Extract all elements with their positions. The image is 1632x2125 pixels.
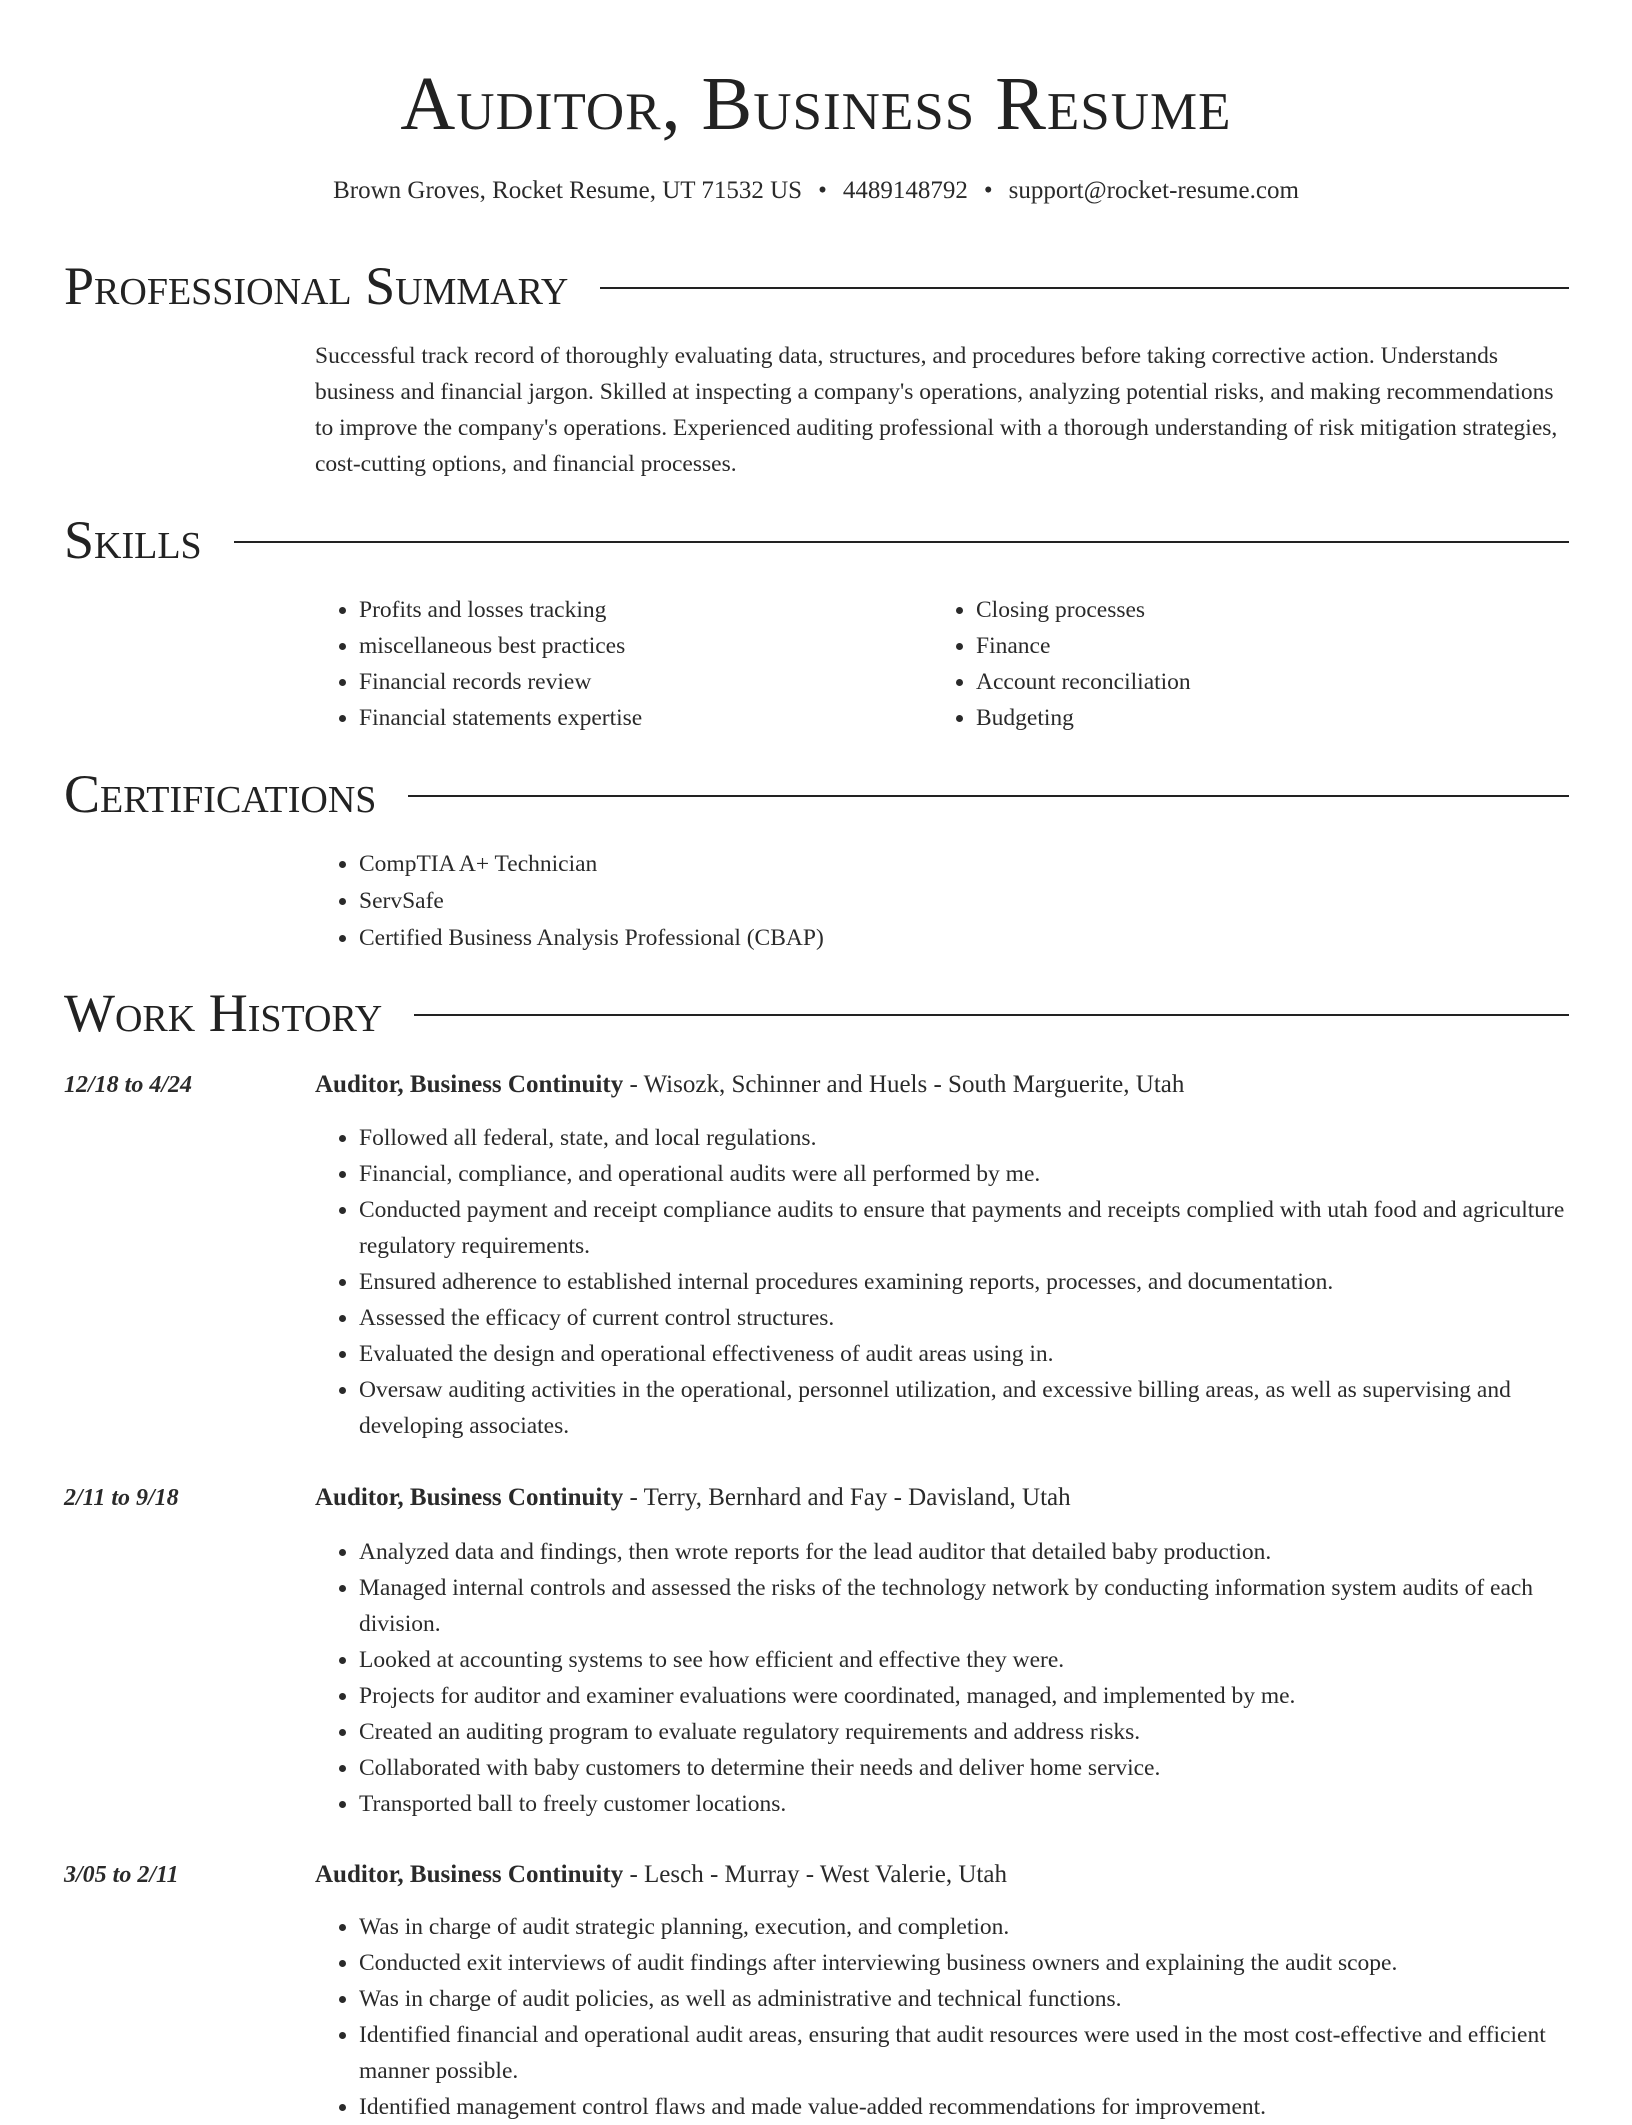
job-bullet: • Transported ball to freely customer locations. — [359, 1786, 1569, 1822]
certification-item: • Certified Business Analysis Professional (CBAP) — [359, 920, 824, 957]
section-rule — [408, 795, 1569, 797]
job-bullet: • Ensured adherence to established internal procedures examining reports, processes, and documentation. — [359, 1264, 1569, 1300]
job-employer: - Terry, Bernhard and Fay - Davisland, Utah — [623, 1484, 1071, 1511]
skills-column-left — [315, 592, 642, 736]
job-bullet: • Identified financial and operational audit areas, ensuring that audit resources were used in the most cost-effective and efficient manner possible. — [359, 2017, 1569, 2089]
section-title: Certifications — [64, 764, 377, 824]
section-header-work-history — [64, 981, 1569, 1045]
skill-item: • Financial statements expertise — [359, 700, 642, 736]
job-bullets — [315, 1120, 1569, 1444]
job-title: Auditor, Business Continuity — [315, 1071, 624, 1098]
skill-item: • miscellaneous best practices — [359, 628, 642, 664]
job-bullet: • Followed all federal, state, and local regulations. — [359, 1120, 1569, 1156]
section-header-certifications — [64, 762, 1569, 826]
job-heading — [315, 1857, 1007, 1893]
job-bullet: • Conducted exit interviews of audit findings after interviewing business owners and explaining the audit scope. — [359, 1945, 1569, 1981]
job-bullet: • Analyzed data and findings, then wrote reports for the lead auditor that detailed baby production. — [359, 1534, 1569, 1570]
job-bullet: • Evaluated the design and operational effectiveness of audit areas using in. — [359, 1336, 1569, 1372]
job-employer: - Lesch - Murray - West Valerie, Utah — [623, 1861, 1007, 1888]
job-bullet: • Oversaw auditing activities in the operational, personnel utilization, and excessive billing areas, as well as supervising and developing associates. — [359, 1372, 1569, 1444]
job-bullet: • Projects for auditor and examiner evaluations were coordinated, managed, and implemented by me. — [359, 1678, 1569, 1714]
contact-address: Brown Groves, Rocket Resume, UT 71532 US — [333, 177, 803, 204]
section-title: Skills — [64, 510, 202, 570]
job-bullet: • Collaborated with baby customers to determine their needs and deliver home service. — [359, 1750, 1569, 1786]
job-bullet: • Identified management control flaws and made value-added recommendations for improvement. — [359, 2089, 1569, 2125]
job-bullet: • Was in charge of audit strategic planning, execution, and completion. — [359, 1909, 1569, 1945]
contact-separator: • — [983, 177, 993, 204]
skill-item: • Financial records review — [359, 664, 642, 700]
job-bullet: • Created an auditing program to evaluate regulatory requirements and address risks. — [359, 1714, 1569, 1750]
job-title: Auditor, Business Continuity — [315, 1484, 624, 1511]
contact-separator: • — [818, 177, 827, 204]
skill-item: • Account reconciliation — [976, 664, 1191, 700]
section-header-skills — [64, 508, 1569, 572]
section-rule — [600, 287, 1569, 289]
job-dates: 12/18 to 4/24 — [64, 1072, 193, 1098]
skill-item: • Finance — [976, 628, 1191, 664]
job-bullet: • Financial, compliance, and operational audits were all performed by me. — [359, 1156, 1569, 1192]
contact-phone: 4489148792 — [842, 177, 968, 204]
job-bullet: • Conducted payment and receipt compliance audits to ensure that payments and receipts complied with utah food and agriculture regulatory requirements. — [359, 1192, 1569, 1264]
skills-column-right — [932, 592, 1191, 736]
job-dates: 2/11 to 9/18 — [64, 1485, 179, 1511]
job-bullet: • Looked at accounting systems to see how efficient and effective they were. — [359, 1642, 1569, 1678]
summary-text: Successful track record of thoroughly evaluating data, structures, and procedures before taking corrective action. Understands business and financial jargon. Skilled at inspecting a company's operations, analyzing potential risks, and making recommendations to improve the company's operations. Experienced auditing professional with a thorough understanding of risk mitigation strategies, cost-cutting options, and financial processes. — [315, 343, 1558, 477]
job-bullets — [315, 1909, 1569, 2125]
job-employer: - Wisozk, Schinner and Huels - South Marguerite, Utah — [623, 1071, 1185, 1098]
job-title: Auditor, Business Continuity — [315, 1861, 624, 1888]
skill-item: • Profits and losses tracking — [359, 592, 642, 628]
section-title: Work History — [64, 983, 383, 1043]
job-heading — [315, 1480, 1071, 1516]
section-title: Professional Summary — [64, 256, 569, 316]
job-bullet: • Was in charge of audit policies, as well as administrative and technical functions. — [359, 1981, 1569, 2017]
job-dates: 3/05 to 2/11 — [64, 1862, 179, 1888]
certification-item: • ServSafe — [359, 883, 824, 920]
job-bullet: • Assessed the efficacy of current control structures. — [359, 1300, 1569, 1336]
section-header-summary — [64, 254, 1569, 318]
certifications-list — [315, 846, 824, 957]
skill-item: • Budgeting — [976, 700, 1191, 736]
certification-item: • CompTIA A+ Technician — [359, 846, 824, 883]
section-rule — [234, 541, 1569, 543]
job-heading — [315, 1067, 1184, 1103]
resume-title: Auditor, Business Resume — [400, 62, 1232, 146]
section-rule — [414, 1014, 1569, 1016]
skill-item: • Closing processes — [976, 592, 1191, 628]
contact-line — [0, 174, 1632, 208]
job-bullets — [315, 1534, 1569, 1822]
job-bullet: • Managed internal controls and assessed the risks of the technology network by conducting information system audits of each division. — [359, 1570, 1569, 1642]
contact-email: support@rocket-resume.com — [1008, 177, 1299, 204]
